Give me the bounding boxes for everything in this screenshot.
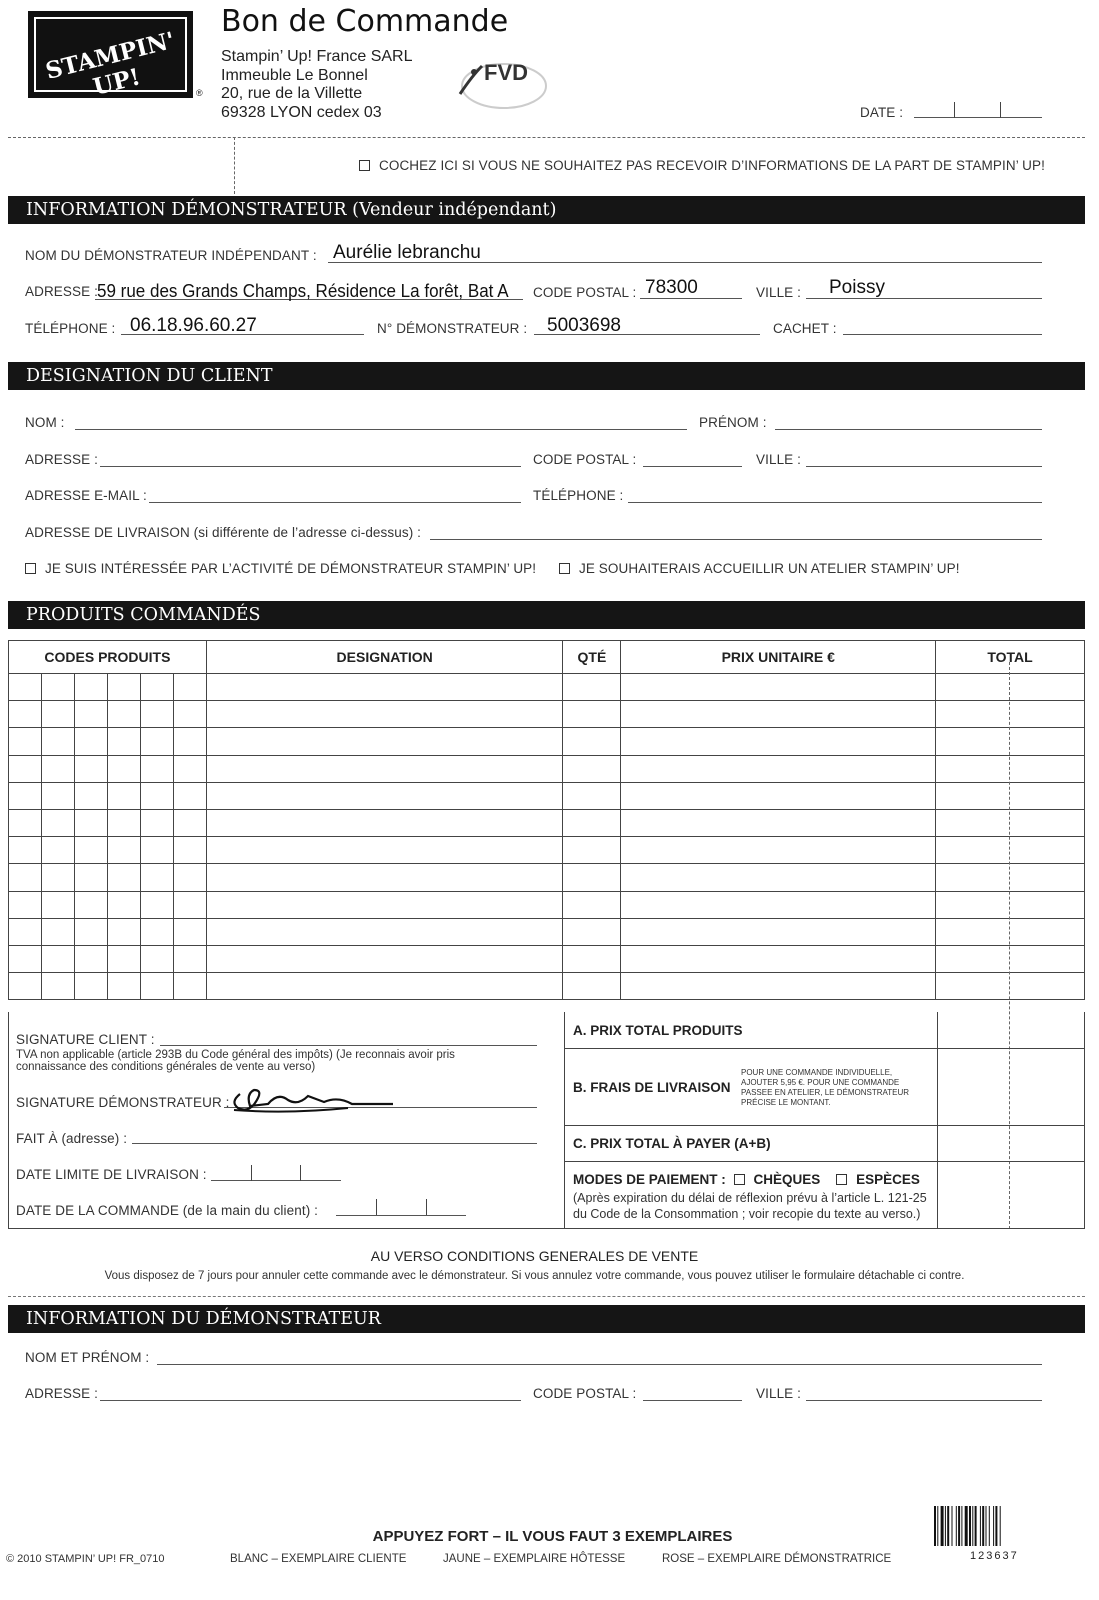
detach-name-label: NOM ET PRÉNOM :	[25, 1350, 150, 1365]
section-detachable: INFORMATION DU DÉMONSTRATEUR	[8, 1305, 1085, 1333]
registered-mark: ®	[196, 88, 203, 98]
product-row	[9, 973, 1085, 1000]
code-digit-cell[interactable]	[9, 973, 42, 1000]
conditions-text: Vous disposez de 7 jours pour annuler cette commande avec le démonstrateur. Si vous annulez votre commande, vous pouvez utiliser le formulaire détachable ci contre.	[104, 1270, 965, 1282]
client-lastname-field[interactable]	[75, 429, 687, 430]
demo-signature-scribble	[228, 1084, 398, 1118]
code-digit-cell[interactable]	[74, 755, 107, 782]
code-digit-cell[interactable]	[74, 728, 107, 755]
barcode-number: 123637	[970, 1550, 1019, 1562]
code-digit-cell[interactable]	[41, 782, 74, 809]
delivery-limit-label: DATE LIMITE DE LIVRAISON :	[16, 1167, 207, 1182]
interest-workshop-checkbox[interactable]	[559, 563, 570, 574]
code-digit-cell[interactable]	[9, 891, 42, 918]
code-digit-cell[interactable]	[140, 945, 173, 972]
code-digit-cell[interactable]	[9, 755, 42, 782]
code-digit-cell[interactable]	[107, 755, 140, 782]
client-postal-field[interactable]	[643, 466, 742, 467]
code-digit-cell[interactable]	[107, 809, 140, 836]
code-digit-cell[interactable]	[140, 809, 173, 836]
code-digit-cell[interactable]	[140, 864, 173, 891]
code-digit-cell[interactable]	[74, 837, 107, 864]
designation-cell[interactable]	[206, 809, 563, 836]
qty-cell[interactable]	[563, 918, 621, 945]
demo-name-value: Aurélie lebranchu	[333, 242, 481, 263]
client-firstname-field[interactable]	[775, 429, 1042, 430]
code-digit-cell[interactable]	[140, 755, 173, 782]
detach-address-label: ADRESSE :	[25, 1386, 98, 1401]
date-separator	[376, 1199, 377, 1215]
client-email-field[interactable]	[149, 502, 521, 503]
qty-cell[interactable]	[563, 891, 621, 918]
unit-price-cell[interactable]	[621, 891, 936, 918]
products-header-row	[9, 641, 1085, 674]
designation-cell[interactable]	[206, 782, 563, 809]
delivery-fee-note: POUR UNE COMMANDE INDIVIDUELLE, AJOUTER 5,95 €. POUR UNE COMMANDE PASSEE EN ATELIER, LE DÉMONSTRATEUR PRÉCISE LE MONTANT.	[741, 1068, 910, 1107]
unit-price-cell[interactable]	[621, 701, 936, 728]
qty-cell[interactable]	[563, 674, 621, 701]
code-digit-cell[interactable]	[41, 755, 74, 782]
section-demonstrator: INFORMATION DÉMONSTRATEUR (Vendeur indépendant)	[8, 196, 1085, 224]
date-separator	[426, 1199, 427, 1215]
code-digit-cell[interactable]	[140, 973, 173, 1000]
code-digit-cell[interactable]	[9, 945, 42, 972]
code-digit-cell[interactable]	[173, 755, 206, 782]
code-digit-cell[interactable]	[74, 945, 107, 972]
demo-phone-label: TÉLÉPHONE :	[25, 321, 116, 336]
client-phone-field[interactable]	[628, 502, 1042, 503]
code-digit-cell[interactable]	[74, 782, 107, 809]
client-lastname-label: NOM :	[25, 415, 65, 430]
total-cell[interactable]	[936, 945, 1085, 972]
barcode-bar	[956, 1506, 957, 1546]
barcode-bar	[986, 1506, 987, 1546]
code-digit-cell[interactable]	[9, 674, 42, 701]
total-cell[interactable]	[936, 891, 1085, 918]
barcode-bar	[941, 1506, 944, 1546]
barcode-bar	[945, 1506, 946, 1546]
col-designation: DESIGNATION	[206, 641, 563, 674]
barcode-bar	[993, 1506, 994, 1546]
interest-demonstrator-row[interactable]: JE SUIS INTÉRESSÉE PAR L’ACTIVITÉ DE DÉMONSTRATEUR STAMPIN’ UP!	[25, 561, 536, 576]
demo-number-value: 5003698	[547, 315, 621, 336]
detach-city-field[interactable]	[806, 1400, 1042, 1401]
unit-price-cell[interactable]	[621, 918, 936, 945]
unit-price-cell[interactable]	[621, 809, 936, 836]
code-digit-cell[interactable]	[173, 728, 206, 755]
total-cell[interactable]	[936, 809, 1085, 836]
client-address-label: ADRESSE :	[25, 452, 98, 467]
payment-modes-row: MODES DE PAIEMENT : CHÈQUES ESPÈCES	[573, 1172, 920, 1187]
copy-pink: ROSE – EXEMPLAIRE DÉMONSTRATRICE	[662, 1553, 892, 1565]
totals-row-divider	[565, 1161, 1085, 1162]
code-digit-cell[interactable]	[9, 809, 42, 836]
barcode	[934, 1506, 1028, 1546]
code-digit-cell[interactable]	[107, 973, 140, 1000]
designation-cell[interactable]	[206, 945, 563, 972]
code-digit-cell[interactable]	[9, 782, 42, 809]
especes-checkbox[interactable]	[836, 1174, 847, 1185]
total-cell[interactable]	[936, 837, 1085, 864]
demo-address-value: 59 rue des Grands Champs, Résidence La forêt, Bat A	[97, 280, 509, 301]
code-digit-cell[interactable]	[74, 701, 107, 728]
designation-cell[interactable]	[206, 864, 563, 891]
code-digit-cell[interactable]	[107, 864, 140, 891]
optout-checkbox-row[interactable]: COCHEZ ICI SI VOUS NE SOUHAITEZ PAS RECEVOIR D’INFORMATIONS DE LA PART DE STAMPIN’ UP!	[359, 158, 1045, 173]
qty-cell[interactable]	[563, 864, 621, 891]
code-digit-cell[interactable]	[107, 891, 140, 918]
qty-cell[interactable]	[563, 728, 621, 755]
delivery-fee-label: B. FRAIS DE LIVRAISON	[573, 1080, 731, 1095]
client-delivery-field[interactable]	[430, 539, 1042, 540]
product-row	[9, 918, 1085, 945]
fvd-logo	[452, 58, 548, 110]
barcode-bar	[947, 1506, 949, 1546]
code-digit-cell[interactable]	[140, 674, 173, 701]
client-signature-field[interactable]	[160, 1045, 537, 1046]
qty-cell[interactable]	[563, 809, 621, 836]
code-digit-cell[interactable]	[41, 701, 74, 728]
product-row	[9, 728, 1085, 755]
company-address: Stampin’ Up! France SARL Immeuble Le Bonnel 20, rue de la Villette 69328 LYON cedex 03	[221, 48, 413, 121]
detach-postal-label: CODE POSTAL :	[533, 1386, 637, 1401]
total-cell[interactable]	[936, 728, 1085, 755]
optout-checkbox[interactable]	[359, 160, 370, 171]
designation-cell[interactable]	[206, 973, 563, 1000]
detach-postal-field[interactable]	[643, 1400, 742, 1401]
code-digit-cell[interactable]	[173, 891, 206, 918]
code-digit-cell[interactable]	[41, 918, 74, 945]
demo-address-label: ADRESSE :	[25, 284, 98, 299]
interest-workshop-row[interactable]: JE SOUHAITERAIS ACCUEILLIR UN ATELIER STAMPIN’ UP!	[559, 561, 960, 576]
barcode-bar	[982, 1506, 984, 1546]
barcode-bar	[937, 1506, 938, 1546]
total-cell[interactable]	[936, 918, 1085, 945]
code-digit-cell[interactable]	[41, 973, 74, 1000]
cut-line-horizontal	[8, 137, 1085, 138]
barcode-bar	[934, 1506, 936, 1546]
qty-cell[interactable]	[563, 945, 621, 972]
code-digit-cell[interactable]	[41, 674, 74, 701]
product-row	[9, 837, 1085, 864]
fvd-logo-text: FVD	[484, 60, 528, 85]
delivery-limit-field[interactable]	[211, 1180, 341, 1181]
col-codes: CODES PRODUITS	[9, 641, 207, 674]
qty-cell[interactable]	[563, 782, 621, 809]
unit-price-cell[interactable]	[621, 945, 936, 972]
designation-cell[interactable]	[206, 701, 563, 728]
product-row	[9, 701, 1085, 728]
qty-cell[interactable]	[563, 755, 621, 782]
code-digit-cell[interactable]	[173, 701, 206, 728]
totals-row-divider	[565, 1048, 1085, 1049]
cheques-checkbox[interactable]	[734, 1174, 745, 1185]
qty-cell[interactable]	[563, 973, 621, 1000]
code-digit-cell[interactable]	[140, 891, 173, 918]
code-digit-cell[interactable]	[140, 728, 173, 755]
date-separator	[954, 102, 955, 118]
client-postal-label: CODE POSTAL :	[533, 452, 637, 467]
code-digit-cell[interactable]	[107, 945, 140, 972]
barcode-bar	[989, 1506, 990, 1546]
totals-column-divider	[937, 1012, 938, 1229]
copy-white: BLANC – EXEMPLAIRE CLIENTE	[230, 1553, 407, 1565]
detach-address-field[interactable]	[100, 1400, 521, 1401]
product-row	[9, 674, 1085, 701]
demo-phone-value: 06.18.96.60.27	[130, 315, 257, 336]
logo-text: STAMPIN' UP!	[42, 26, 178, 101]
code-digit-cell[interactable]	[74, 973, 107, 1000]
total-to-pay-label: C. PRIX TOTAL À PAYER (A+B)	[573, 1136, 771, 1151]
demo-number-label: N° DÉMONSTRATEUR :	[377, 321, 528, 336]
demo-postal-value: 78300	[645, 277, 698, 298]
demo-stamp-label: CACHET :	[773, 321, 837, 336]
place-field[interactable]	[132, 1143, 537, 1144]
designation-cell[interactable]	[206, 918, 563, 945]
stampin-up-logo	[28, 11, 193, 101]
date-label: DATE :	[860, 105, 904, 120]
designation-cell[interactable]	[206, 837, 563, 864]
code-digit-cell[interactable]	[173, 674, 206, 701]
code-digit-cell[interactable]	[173, 945, 206, 972]
product-row	[9, 864, 1085, 891]
totals-row-divider	[565, 1125, 1085, 1126]
code-digit-cell[interactable]	[74, 864, 107, 891]
unit-price-cell[interactable]	[621, 674, 936, 701]
code-digit-cell[interactable]	[74, 809, 107, 836]
code-digit-cell[interactable]	[140, 701, 173, 728]
client-email-label: ADRESSE E-MAIL :	[25, 488, 147, 503]
interest-demonstrator-checkbox[interactable]	[25, 563, 36, 574]
designation-cell[interactable]	[206, 674, 563, 701]
press-note: APPUYEZ FORT – IL VOUS FAUT 3 EXEMPLAIRES	[372, 1528, 733, 1545]
page-title: Bon de Commande	[221, 4, 509, 39]
demo-city-label: VILLE :	[756, 285, 801, 300]
code-digit-cell[interactable]	[173, 837, 206, 864]
code-digit-cell[interactable]	[41, 945, 74, 972]
date-field[interactable]	[914, 117, 1042, 118]
code-digit-cell[interactable]	[107, 782, 140, 809]
code-digit-cell[interactable]	[173, 973, 206, 1000]
cut-line-detach	[8, 1296, 1085, 1297]
order-date-field[interactable]	[336, 1215, 466, 1216]
code-digit-cell[interactable]	[173, 864, 206, 891]
designation-cell[interactable]	[206, 755, 563, 782]
code-digit-cell[interactable]	[74, 891, 107, 918]
date-separator	[251, 1165, 252, 1181]
barcode-bar	[995, 1506, 997, 1546]
code-digit-cell[interactable]	[107, 701, 140, 728]
barcode-bar	[969, 1506, 971, 1546]
order-date-label: DATE DE LA COMMANDE (de la main du client) :	[16, 1203, 318, 1218]
col-qty: QTÉ	[563, 641, 621, 674]
qty-cell[interactable]	[563, 837, 621, 864]
products-body	[9, 674, 1085, 1000]
code-digit-cell[interactable]	[41, 809, 74, 836]
code-digit-cell[interactable]	[9, 864, 42, 891]
col-total: TOTAL	[936, 641, 1085, 674]
unit-price-cell[interactable]	[621, 755, 936, 782]
client-address-field[interactable]	[100, 466, 521, 467]
section-products: PRODUITS COMMANDÉS	[8, 601, 1085, 629]
code-digit-cell[interactable]	[140, 837, 173, 864]
total-cell[interactable]	[936, 782, 1085, 809]
products-table	[8, 640, 1085, 1000]
code-digit-cell[interactable]	[74, 918, 107, 945]
code-digit-cell[interactable]	[173, 918, 206, 945]
total-cell[interactable]	[936, 973, 1085, 1000]
barcode-bar	[965, 1506, 968, 1546]
unit-price-cell[interactable]	[621, 728, 936, 755]
code-digit-cell[interactable]	[140, 782, 173, 809]
code-digit-cell[interactable]	[9, 837, 42, 864]
cut-line-vertical	[234, 137, 235, 194]
code-digit-cell[interactable]	[173, 809, 206, 836]
product-row	[9, 891, 1085, 918]
code-digit-cell[interactable]	[107, 728, 140, 755]
product-row	[9, 809, 1085, 836]
code-digit-cell[interactable]	[74, 674, 107, 701]
client-signature-label: SIGNATURE CLIENT :	[16, 1032, 155, 1047]
code-digit-cell[interactable]	[107, 837, 140, 864]
unit-price-cell[interactable]	[621, 973, 936, 1000]
code-digit-cell[interactable]	[140, 918, 173, 945]
barcode-bar	[972, 1506, 973, 1546]
demo-signature-label: SIGNATURE DÉMONSTRATEUR :	[16, 1095, 230, 1110]
section-client: DESIGNATION DU CLIENT	[8, 362, 1085, 390]
designation-cell[interactable]	[206, 891, 563, 918]
vat-note: TVA non applicable (article 293B du Code général des impôts) (Je reconnais avoir pris connaissance des conditions générales de vente au verso)	[16, 1049, 455, 1073]
qty-cell[interactable]	[563, 701, 621, 728]
designation-cell[interactable]	[206, 728, 563, 755]
unit-price-cell[interactable]	[621, 837, 936, 864]
demo-city-value: Poissy	[829, 277, 885, 298]
client-city-field[interactable]	[806, 466, 1042, 467]
barcode-bar	[952, 1506, 953, 1546]
code-digit-cell[interactable]	[41, 728, 74, 755]
unit-price-cell[interactable]	[621, 782, 936, 809]
demo-stamp-field[interactable]	[843, 334, 1042, 335]
barcode-bar	[958, 1506, 960, 1546]
conditions-title: AU VERSO CONDITIONS GENERALES DE VENTE	[370, 1248, 699, 1264]
product-row	[9, 755, 1085, 782]
barcode-bar	[961, 1506, 962, 1546]
client-phone-label: TÉLÉPHONE :	[533, 488, 624, 503]
code-digit-cell[interactable]	[173, 782, 206, 809]
date-separator	[300, 1165, 301, 1181]
payment-note: (Après expiration du délai de réflexion prévu à l’article L. 121-25 du Code de la Consommation ; voir recopie du texte au verso.)	[573, 1191, 927, 1221]
barcode-bar	[1000, 1506, 1001, 1546]
total-cell[interactable]	[936, 864, 1085, 891]
product-row	[9, 945, 1085, 972]
total-cell[interactable]	[936, 674, 1085, 701]
total-cell[interactable]	[936, 755, 1085, 782]
code-digit-cell[interactable]	[9, 918, 42, 945]
client-delivery-label: ADRESSE DE LIVRAISON (si différente de l’adresse ci-dessus) :	[25, 525, 421, 540]
client-city-label: VILLE :	[756, 452, 801, 467]
demo-name-label: NOM DU DÉMONSTRATEUR INDÉPENDANT :	[25, 248, 317, 263]
place-label: FAIT À (adresse) :	[16, 1131, 128, 1146]
code-digit-cell[interactable]	[41, 837, 74, 864]
total-cell[interactable]	[936, 701, 1085, 728]
detach-city-label: VILLE :	[756, 1386, 801, 1401]
col-unit-price: PRIX UNITAIRE €	[621, 641, 936, 674]
copyright: © 2010 STAMPIN’ UP! FR_0710	[6, 1553, 165, 1565]
barcode-bar	[975, 1506, 977, 1546]
code-digit-cell[interactable]	[9, 728, 42, 755]
date-separator	[1000, 102, 1001, 118]
unit-price-cell[interactable]	[621, 864, 936, 891]
code-digit-cell[interactable]	[41, 891, 74, 918]
code-digit-cell[interactable]	[107, 918, 140, 945]
code-digit-cell[interactable]	[9, 701, 42, 728]
copy-yellow: JAUNE – EXEMPLAIRE HÔTESSE	[443, 1553, 626, 1565]
client-firstname-label: PRÉNOM :	[699, 415, 767, 430]
code-digit-cell[interactable]	[107, 674, 140, 701]
barcode-bar	[980, 1506, 981, 1546]
total-products-label: A. PRIX TOTAL PRODUITS	[573, 1023, 743, 1038]
detach-name-field[interactable]	[157, 1364, 1042, 1365]
product-row	[9, 782, 1085, 809]
code-digit-cell[interactable]	[41, 864, 74, 891]
demo-postal-label: CODE POSTAL :	[533, 285, 637, 300]
